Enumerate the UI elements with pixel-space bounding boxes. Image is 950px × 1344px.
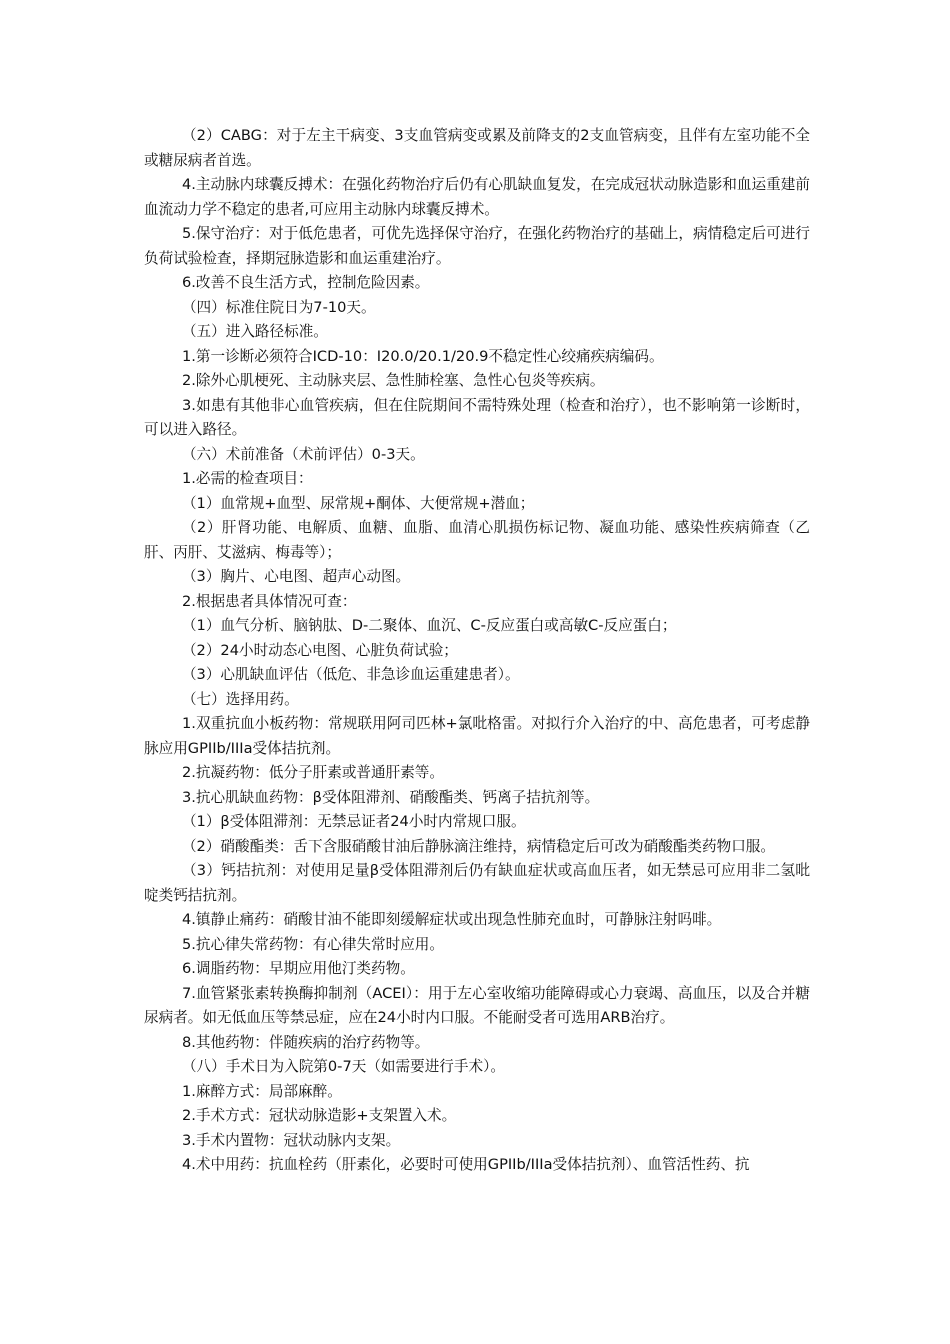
paragraph-intraop-drugs: 4.术中用药：抗血栓药（肝素化，必要时可使用GPIIb/IIIa受体拮抗剂）、血管活性药、抗 <box>181 1156 750 1173</box>
paragraph-calcium-antagonist: （3）钙拮抗剂：对使用足量β受体阻滞剂后仍有缺血症状或高血压者，如无禁忌可应用非二氢吡啶类钙拮抗剂。 <box>144 862 810 904</box>
paragraph-conservative: 5.保守治疗：对于低危患者，可优先选择保守治疗，在强化药物治疗的基础上，病情稳定后可进行负荷试验检查，择期冠脉造影和血运重建治疗。 <box>144 225 810 267</box>
paragraph-icd: 1.第一诊断必须符合ICD-10：I20.0/20.1/20.9不稳定性心绞痛疾病编码。 <box>181 347 664 365</box>
paragraph-anticoagulant: 2.抗凝药物：低分子肝素或普通肝素等。 <box>181 764 444 781</box>
paragraph-test-1: （1）血常规+血型、尿常规+酮体、大便常规+潜血； <box>181 494 535 512</box>
section-heading-8: （八）手术日为入院第0-7天（如需要进行手术）。 <box>181 1058 505 1075</box>
paragraph-antiarrhythmic: 5.抗心律失常药物：有心律失常时应用。 <box>181 935 444 953</box>
paragraph-acei: 7.血管紧张素转换酶抑制剂（ACEI）：用于左心室收缩功能障碍或心力衰竭、高血压，以及合并糖尿病者。如无低血压等禁忌症，应在24小时内口服。不能耐受者可选用ARB治疗。 <box>144 984 810 1026</box>
paragraph-optional-tests: 2.根据患者具体情况可查： <box>181 592 357 610</box>
paragraph-lifestyle: 6.改善不良生活方式，控制危险因素。 <box>181 274 430 291</box>
paragraph-lipid: 6.调脂药物：早期应用他汀类药物。 <box>181 960 415 977</box>
paragraph-nitrates: （2）硝酸酯类：舌下含服硝酸甘油后静脉滴注维持，病情稳定后可改为硝酸酯类药物口服。 <box>181 837 775 855</box>
paragraph-anti-ischemia: 3.抗心肌缺血药物：β受体阻滞剂、硝酸酯类、钙离子拮抗剂等。 <box>181 788 600 806</box>
paragraph-surgery-method: 2.手术方式：冠状动脉造影+支架置入术。 <box>181 1107 457 1124</box>
paragraph-optional-2: （2）24小时动态心电图、心脏负荷试验； <box>181 641 458 659</box>
paragraph-cabg: （2）CABG：对于左主干病变、3支血管病变或累及前降支的2支血管病变，且伴有左室功能不全或糖尿病者首选。 <box>144 127 810 169</box>
paragraph-beta-blocker: （1）β受体阻滞剂：无禁忌证者24小时内常规口服。 <box>181 813 526 830</box>
paragraph-test-2: （2）肝肾功能、电解质、血糖、血脂、血清心肌损伤标记物、凝血功能、感染性疾病筛查（乙肝、丙肝、艾滋病、梅毒等）； <box>144 519 810 561</box>
paragraph-optional-1: （1）血气分析、脑钠肽、D-二聚体、血沉、C-反应蛋白或高敏C-反应蛋白； <box>181 617 677 634</box>
paragraph-other-drugs: 8.其他药物：伴随疾病的治疗药物等。 <box>181 1033 430 1051</box>
paragraph-optional-3: （3）心肌缺血评估（低危、非急诊血运重建患者）。 <box>181 666 520 683</box>
paragraph-analgesic: 4.镇静止痛药：硝酸甘油不能即刻缓解症状或出现急性肺充血时，可静脉注射吗啡。 <box>181 911 722 928</box>
section-heading-5: （五）进入路径标准。 <box>181 323 328 340</box>
paragraph-iabp: 4.主动脉内球囊反搏术：在强化药物治疗后仍有心肌缺血复发，在完成冠状动脉造影和血运重建前血流动力学不稳定的患者,可应用主动脉内球囊反搏术。 <box>144 176 810 218</box>
paragraph-test-3: （3）胸片、心电图、超声心动图。 <box>181 568 411 585</box>
paragraph-antiplatelet: 1.双重抗血小板药物：常规联用阿司匹林+氯吡格雷。对拟行介入治疗的中、高危患者，可考虑静脉应用GPIIb/IIIa受体拮抗剂。 <box>144 715 810 757</box>
paragraph-anesthesia: 1.麻醉方式：局部麻醉。 <box>181 1082 342 1100</box>
section-heading-7: （七）选择用药。 <box>181 690 299 708</box>
paragraph-exclusion: 2.除外心肌梗死、主动脉夹层、急性肺栓塞、急性心包炎等疾病。 <box>181 372 605 389</box>
paragraph-required-tests: 1.必需的检查项目： <box>181 470 313 487</box>
paragraph-implant: 3.手术内置物：冠状动脉内支架。 <box>181 1131 401 1149</box>
section-heading-6: （六）术前准备（术前评估）0-3天。 <box>181 445 425 463</box>
section-heading-4: （四）标准住院日为7-10天。 <box>181 298 376 316</box>
document-body <box>144 124 810 1178</box>
paragraph-other-disease: 3.如患有其他非心血管疾病，但在住院期间不需特殊处理（检查和治疗），也不影响第一诊断时，可以进入路径。 <box>144 396 810 438</box>
